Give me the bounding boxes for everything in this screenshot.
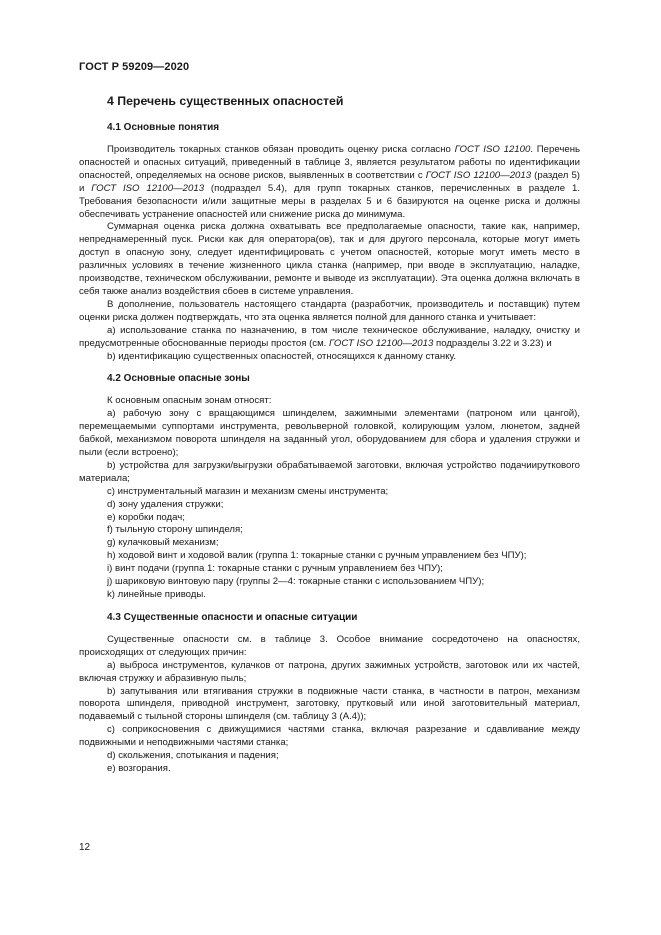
paragraph-total-risk: Суммарная оценка риска должна охватывать все предполагаемые опасности, такие как, например, непреднамеренный пуск. Риски как для оператора(ов), так и для другого персонала, которые могут иметь доступ в опасную зону, следует идентифицировать с учетом опасностей, которые могут иметь место в различных условиях в течение жизненного цикла станка (например, при вводе в эксплуатацию, наладке, производстве, техническом обслуживании, ремонте и выводе из эксплуатации). Эта оценка должна включать в себя также анализ воздействия сбоев в системе управления.: [79, 221, 580, 297]
list-item: i) винт подачи (группа 1: токарные станки с ручным управлением без ЧПУ);: [107, 563, 443, 575]
list-item: d) скольжения, спотыкания и падения;: [107, 750, 279, 762]
section-4-3-title: 4.3 Существенные опасности и опасные ситуации: [107, 611, 358, 623]
section-4-1-title: 4.1 Основные понятия: [107, 122, 220, 133]
document-code: ГОСТ Р 59209—2020: [79, 61, 190, 73]
list-item: c) инструментальный магазин и механизм смены инструмента;: [107, 485, 389, 497]
text-run: подразделы 3.22 и 3.23) и: [433, 337, 552, 349]
section-4-title: 4 Перечень существенных опасностей: [107, 94, 344, 108]
list-item: b) устройства для загрузки/выгрузки обрабатываемой заготовки, включая устройство подачиируткового материала;: [79, 459, 580, 484]
list-item: b) запутывания или втягивания стружки в подвижные части станка, в частности в патрон, механизм поворота шпинделя, приводной инструмент, заготовку, прутковый или иной заготовительный материал, подаваемый с тыльной стороны шпинделя (см. таблицу 3 (А.4));: [79, 685, 580, 723]
list-item: g) кулачковый механизм;: [107, 537, 219, 549]
danger-zones-intro: К основным опасным зонам относят:: [107, 395, 272, 407]
text-run: Производитель токарных станков обязан проводить оценку риска согласно: [107, 144, 455, 155]
section-4-2-title: 4.2 Основные опасные зоны: [107, 373, 250, 385]
list-item: h) ходовой винт и ходовой валик (группа 1: токарные станки с ручным управлением без ЧПУ);: [107, 550, 527, 562]
paragraph-risk-assessment: [79, 144, 580, 221]
standard-reference: ГОСТ ISO 12100: [454, 144, 531, 155]
text-run: a) использование станка по назначению, в том числе техническое обслуживание, наладку, очистку и предусмотренные обоснованные периоды простоя (см.: [79, 324, 580, 349]
page-number: 12: [79, 842, 91, 853]
list-item: f) тыльную сторону шпинделя;: [107, 524, 243, 536]
list-item: a) рабочую зону с вращающимся шпинделем, зажимными элементами (патроном или цангой), перемещаемыми суппортами инструмента, револьверной головкой, колирующим узлом, люнетом, задней бабкой, механизмом поворота шпинделя на заданный угол, оборудованием для сбора и удаления стружки и пыли (если встроено);: [79, 408, 580, 459]
text-run: . Перечень опасностей и опасных ситуаций, приведенный в таблице 3, является результатом работы по идентификации опасностей, определяемых на основе рисков, выявленных в соответствии с: [79, 144, 580, 181]
list-item: e) коробки подач;: [107, 511, 185, 523]
list-item: k) линейные приводы.: [107, 589, 206, 600]
text-run: (подраздел 5.4), для групп токарных станков, перечисленных в разделе 1. Требования безопасности и/или защитные меры в разделах 5 и 6 базируются на оценке риска и должны обеспечивать устранение опасностей или снижение риска до минимума.: [79, 182, 581, 220]
list-item: a) выброса инструментов, кулачков от патрона, других зажимных устройств, заготовок или их частей, включая стружку и абразивную пыль;: [79, 659, 580, 684]
list-item: j) шариковую винтовую пару (группы 2—4: токарные станки с использованием ЧПУ);: [107, 576, 485, 588]
list-item: d) зону удаления стружки;: [107, 498, 224, 510]
hazards-intro: Существенные опасности см. в таблице 3. Особое внимание сосредоточено на опасностях, происходящих от следующих причин:: [79, 633, 580, 658]
page-content: [79, 93, 580, 776]
list-item: c) соприкосновения с движущимися частями станка, включая разрезание и сдавливание между подвижными и неподвижными частями станка;: [79, 724, 581, 749]
list-item: [79, 325, 580, 351]
standard-reference: ГОСТ ISO 12100—2013: [329, 337, 434, 349]
standard-reference: ГОСТ ISO 12100—2013: [91, 182, 205, 194]
paragraph-user-confirmation: В дополнение, пользователь настоящего стандарта (разработчик, производитель и поставщик) путем оценки риска должен подтверждать, что эта оценка является полной для данного станка и учитывает:: [79, 298, 580, 323]
list-item: e) возгорания.: [107, 762, 171, 774]
text-run: (раздел 5) и: [79, 169, 580, 194]
standard-reference: ГОСТ ISO 12100—2013: [425, 169, 532, 181]
list-item: b) идентификацию существенных опасностей, относящихся к данному станку.: [107, 350, 456, 362]
